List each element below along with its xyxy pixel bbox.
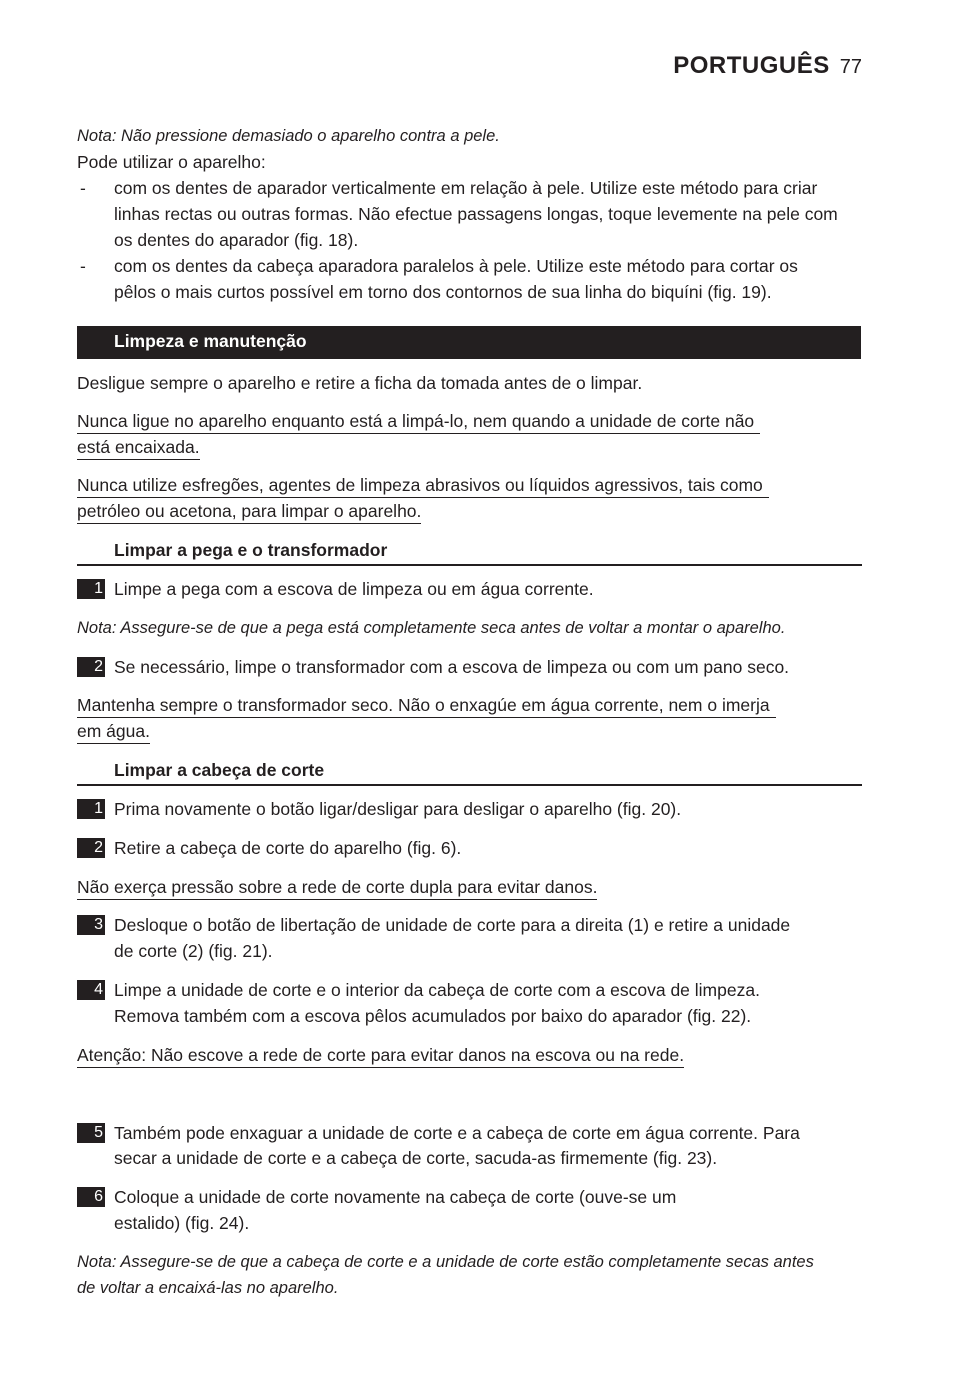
intro-lead: Pode utilizar o aparelho:	[77, 152, 266, 172]
language-label: PORTUGUÊS	[673, 52, 830, 79]
bullet1-line1: com os dentes de aparador verticalmente em relação à pele. Utilize este método para criar	[114, 178, 818, 198]
step-text: Desloque o botão de libertação de unidade de corte para a direita (1) e retire a unidade	[114, 915, 791, 935]
step-text: secar a unidade de corte e a cabeça de corte, sacuda-as firmemente (fig. 23).	[114, 1148, 718, 1168]
bullet2-line2: pêlos o mais curtos possível em torno dos contornos de sua linha do biquíni (fig. 19).	[114, 282, 772, 302]
warning-line: Nunca ligue no aparelho enquanto está a limpá-lo, nem quando a unidade de corte não	[77, 408, 760, 434]
step-text: Também pode enxaguar a unidade de corte e a cabeça de corte em água corrente. Para	[114, 1123, 800, 1143]
warning-line: Atenção: Não escove a rede de corte para evitar danos na escova ou na rede.	[77, 1042, 684, 1068]
warning-line: Nunca utilize esfregões, agentes de limpeza abrasivos ou líquidos agressivos, tais como	[77, 472, 769, 498]
bullet1-line2: linhas rectas ou outras formas. Não efectue passagens longas, toque levemente na pele com	[114, 204, 838, 224]
bullet-dash: -	[80, 178, 86, 198]
step-text: Retire a cabeça de corte do aparelho (fig. 6).	[114, 838, 462, 858]
head-note-line2: de voltar a encaixá-las no aparelho.	[77, 1279, 339, 1297]
step-text: Coloque a unidade de corte novamente na cabeça de corte (ouve-se um	[114, 1187, 677, 1207]
step-text: Se necessário, limpe o transformador com a escova de limpeza ou com um pano seco.	[114, 657, 790, 677]
bullet1-line3: os dentes do aparador (fig. 18).	[114, 230, 359, 250]
step-text: Limpe a unidade de corte e o interior da cabeça de corte com a escova de limpeza.	[114, 980, 760, 1000]
page-header	[673, 52, 862, 80]
section-title: Limpeza e manutenção	[114, 331, 307, 351]
bullet-dash: -	[80, 256, 86, 276]
step-text: Remova também com a escova pêlos acumulados por baixo do aparador (fig. 22).	[114, 1006, 752, 1026]
subsection-title-handle: Limpar a pega e o transformador	[114, 540, 388, 560]
step-text: Limpe a pega com a escova de limpeza ou em água corrente.	[114, 579, 594, 599]
page-number: 77	[839, 56, 862, 78]
subsection-rule	[77, 784, 862, 786]
section-intro: Desligue sempre o aparelho e retire a ficha da tomada antes de o limpar.	[77, 373, 643, 393]
step-number: 2	[77, 838, 105, 858]
warning-line: está encaixada.	[77, 434, 200, 460]
step-number: 6	[77, 1187, 105, 1207]
warning-line: em água.	[77, 718, 150, 744]
step-text: Prima novamente o botão ligar/desligar para desligar o aparelho (fig. 20).	[114, 799, 682, 819]
subsection-title-head: Limpar a cabeça de corte	[114, 760, 325, 780]
step-number: 2	[77, 657, 105, 677]
warning-line: Não exerça pressão sobre a rede de corte dupla para evitar danos.	[77, 874, 597, 900]
bullet2-line1: com os dentes da cabeça aparadora paralelos à pele. Utilize este método para cortar os	[114, 256, 798, 276]
warning-line: petróleo ou acetona, para limpar o aparelho.	[77, 498, 421, 524]
warning-line: Mantenha sempre o transformador seco. Não o enxagúe em água corrente, nem o imerja	[77, 692, 776, 718]
subsection-rule	[77, 564, 862, 566]
intro-note: Nota: Não pressione demasiado o aparelho contra a pele.	[77, 127, 500, 145]
step-number: 1	[77, 799, 105, 819]
section-heading-bar	[77, 326, 861, 359]
step-number: 1	[77, 579, 105, 599]
step-number: 3	[77, 915, 105, 935]
head-note-line1: Nota: Assegure-se de que a cabeça de corte e a unidade de corte estão completamente secas antes	[77, 1253, 814, 1271]
step-number: 5	[77, 1123, 105, 1143]
step-text: estalido) (fig. 24).	[114, 1213, 250, 1233]
handle-note: Nota: Assegure-se de que a pega está completamente seca antes de voltar a montar o aparelho.	[77, 619, 786, 637]
step-text: de corte (2) (fig. 21).	[114, 941, 273, 961]
step-number: 4	[77, 980, 105, 1000]
